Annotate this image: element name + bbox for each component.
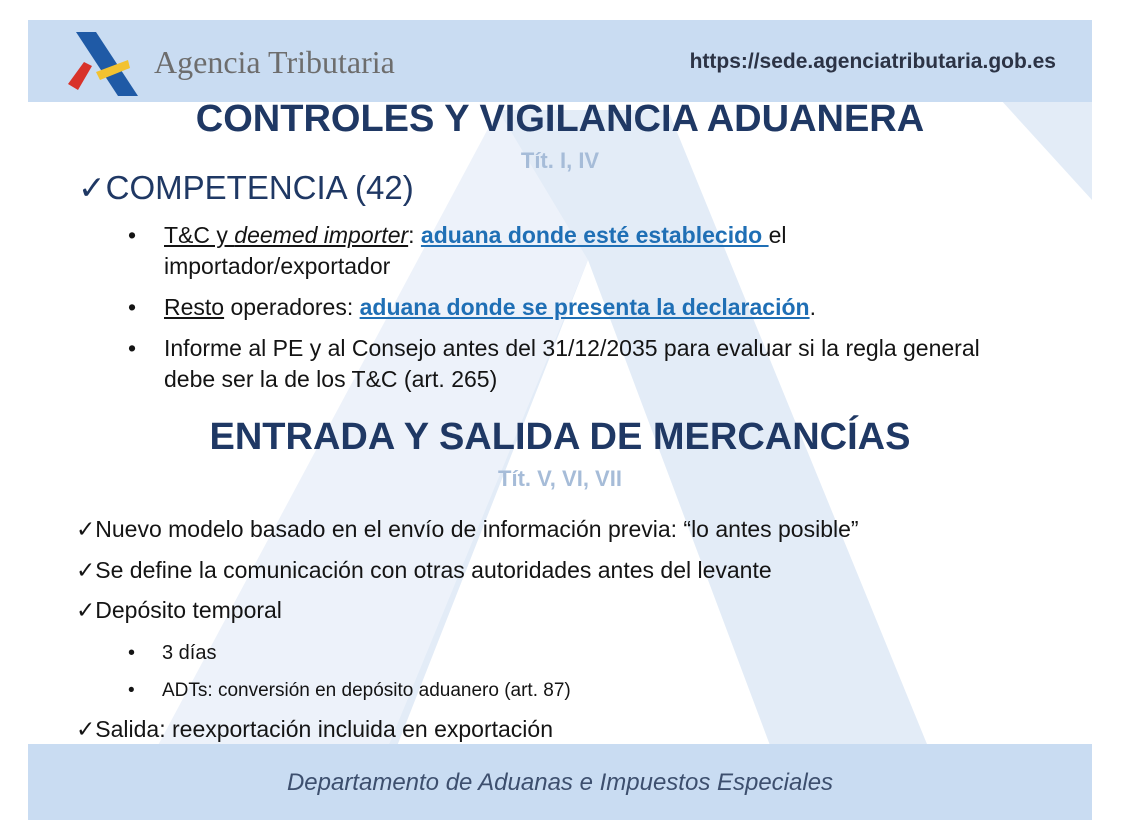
footer-text: Departamento de Aduanas e Impuestos Especiales [286, 769, 834, 796]
bullet-resto-end: . [809, 294, 816, 320]
bullet-tc-deemed: deemed importer [234, 222, 409, 248]
footer-band [28, 744, 1092, 820]
bullet-tc-rest: el importador/exportador [164, 222, 787, 279]
competencia-heading: ✓COMPETENCIA (42) [78, 169, 414, 206]
entrada-item-3: ✓Depósito temporal [76, 597, 282, 623]
bullet-dot-icon: • [128, 642, 136, 664]
deposito-sub-2 [128, 680, 571, 702]
entrada-item-1: ✓Nuevo modelo basado en el envío de información previa: “lo antes posible” [76, 516, 859, 542]
bullet-dot-icon: • [128, 294, 137, 320]
bullet-dot-icon: • [128, 680, 135, 701]
bullet-dot-icon: • [128, 335, 137, 361]
agencia-tributaria-logo-icon [66, 32, 146, 96]
site-url: https://sede.agenciatributaria.gob.es [689, 50, 1056, 73]
bullet-resto-link[interactable]: aduana donde se presenta la declaración [359, 294, 810, 320]
bullet-resto-mid: operadores: [224, 294, 360, 320]
bullet-informe [128, 333, 1008, 395]
entrada-item-salida: ✓Salida: reexportación incluida en exportación [76, 716, 554, 742]
entrada-item-2: ✓Se define la comunicación con otras autoridades antes del levante [76, 557, 772, 583]
deposito-sub-1 [128, 642, 216, 665]
brand-name: Agencia Tributaria [154, 44, 395, 80]
competencia-bullets [128, 220, 1008, 395]
section1-title: CONTROLES Y VIGILANCIA ADUANERA [195, 98, 925, 140]
section1-subtitle: Tít. I, IV [520, 148, 600, 173]
section2-title: ENTRADA Y SALIDA DE MERCANCÍAS [209, 416, 911, 458]
section2-subtitle: Tít. V, VI, VII [498, 466, 622, 491]
deposito-sub-1-text: 3 días [162, 642, 217, 664]
bullet-tc-sep: : [408, 222, 421, 248]
bullet-resto [128, 292, 1008, 323]
bullet-dot-icon: • [128, 222, 137, 248]
bullet-resto-lead: Resto [164, 294, 225, 320]
header-band [28, 20, 1092, 102]
bullet-tc-lead: T&C y [164, 222, 235, 248]
slide [28, 20, 1092, 820]
bullet-tc [128, 220, 1008, 282]
bullet-informe-text: Informe al PE y al Consejo antes del 31/12/2035 para evaluar si la regla general debe ser la de los T&C (art. 265) [164, 335, 980, 392]
deposito-sub-2-text: ADTs: conversión en depósito aduanero (art. 87) [162, 680, 571, 701]
bullet-tc-link[interactable]: aduana donde esté establecido [420, 222, 769, 248]
